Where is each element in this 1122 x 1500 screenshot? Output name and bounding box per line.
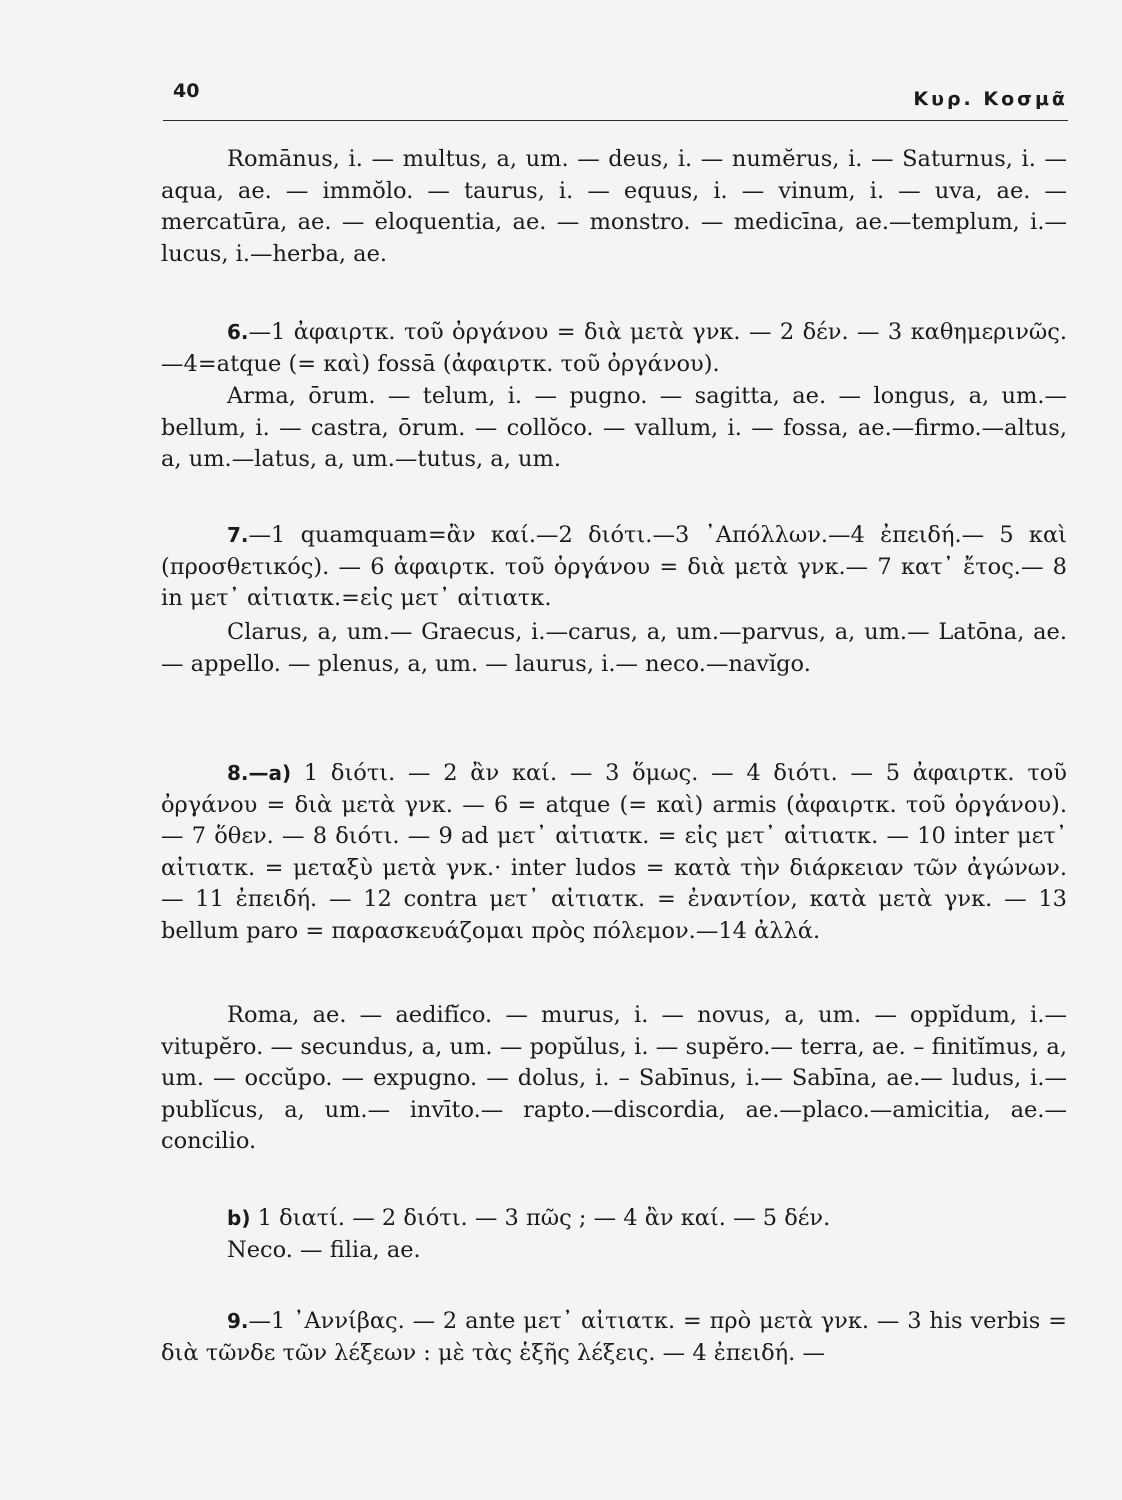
page-header bbox=[163, 76, 1068, 121]
exercise-9-notes bbox=[161, 1306, 1067, 1369]
vocabulary-list-7 bbox=[161, 617, 1067, 680]
paragraph-text: Arma, ōrum. — telum, i. — pugno. — sagitta, ae. — longus, a, um.—bellum, i. — castra, ōrum. — collŏco. — vallum, i. — fossa, ae.—firmo.—altus, a, um.—latus, a, um.—tutus, a, um. bbox=[161, 383, 1067, 473]
paragraph-text: Romānus, i. — multus, a, um. — deus, i. — numĕrus, i. — Saturnus, i. — aqua, ae. — immŏlo. — taurus, i. — equus, i. — vinum, i. — uva, ae. — mercatūra, ae. — eloquentia, ae. — monstro. — medicīna, ae.—templum, i.—lucus, i.—herba, ae. bbox=[161, 146, 1067, 267]
vocabulary-list-8a bbox=[161, 1000, 1067, 1158]
exercise-7-notes bbox=[161, 520, 1067, 615]
paragraph-text: 1 διότι. — 2 ἂν καί. — 3 ὅμως. — 4 διότι. — 5 ἀφαιρτκ. τοῦ ὀργάνου = διὰ μετὰ γνκ. — 6 = atque (= καὶ) armis (ἀφαιρτκ. τοῦ ὀργάνου). — 7 ὅθεν. — 8 διότι. — 9 ad μετ᾿ αἰτιατκ. = εἰς μετ᾿ αἰτιατκ. — 10 inter μετ᾿ αἰτιατκ. = μεταξὺ μετὰ γνκ.· inter ludos = κατὰ τὴν διάρκειαν τῶν ἀγώνων. — 11 ἐπειδή. — 12 contra μετ᾿ αἰτιατκ. = ἐναντίον, κατὰ μετὰ γνκ. — 13 bellum paro = παρασκευάζομαι πρὸς πόλεμον.—14 ἀλλά. bbox=[161, 760, 1067, 944]
paragraph-text: Clarus, a, um.— Graecus, i.—carus, a, um.—parvus, a, um.— Latōna, ae. — appello. — plenus, a, um. — laurus, i.— neco.—navĭgo. bbox=[161, 619, 1067, 677]
paragraph-text: —1 ἀφαιρτκ. τοῦ ὀργάνου = διὰ μετὰ γνκ. — 2 δέν. — 3 καθημερινῶς.—4=atque (= καὶ) fossā (ἀφαιρτκ. τοῦ ὀργάνου). bbox=[161, 319, 1067, 377]
exercise-6-notes bbox=[161, 317, 1067, 380]
paragraph-text: 1 διατί. — 2 διότι. — 3 πῶς ; — 4 ἂν καί. — 5 δέν. bbox=[257, 1205, 831, 1231]
paragraph-text: —1 quamquam=ἂν καί.—2 διότι.—3 ᾿Απόλλων.—4 ἐπειδή.— 5 καὶ (προσθετικός). — 6 ἀφαιρτκ. τοῦ ὀργάνου = διὰ μετὰ γνκ.— 7 κατ᾿ ἔτος.— 8 in μετ᾿ αἰτιατκ.=εἰς μετ᾿ αἰτιατκ. bbox=[161, 522, 1067, 612]
page-number: 40 bbox=[173, 80, 200, 102]
exercise-8b-notes bbox=[161, 1203, 1067, 1235]
exercise-number: 8. bbox=[227, 761, 249, 785]
paragraph-text: —1 ᾿Αννίβας. — 2 ante μετ᾿ αἰτιατκ. = πρὸ μετὰ γνκ. — 3 his verbis = διὰ τῶνδε τῶν λέξεων : μὲ τὰς ἑξῆς λέξεις. — 4 ἐπειδή. — bbox=[161, 1308, 1067, 1366]
vocabulary-list-8b bbox=[161, 1235, 1067, 1267]
exercise-part-label: b) bbox=[227, 1206, 251, 1230]
vocabulary-list-5 bbox=[161, 144, 1067, 270]
vocabulary-list-6 bbox=[161, 381, 1067, 476]
paragraph-text: Roma, ae. — aedifĭco. — murus, i. — novus, a, um. — oppĭdum, i.—vitupĕro. — secundus, a, um. — popŭlus, i. — supĕro.— terra, ae. – finitĭmus, a, um. — occŭpo. — expugno. — dolus, i. – Sabīnus, i.— Sabīna, ae.— ludus, i.— publĭcus, a, um.— invīto.— rapto.—discordia, ae.—placo.—amicitia, ae.—concilio. bbox=[161, 1002, 1067, 1155]
running-head: Κυρ. Κοσμᾶ bbox=[913, 88, 1068, 110]
exercise-number: 7. bbox=[227, 523, 249, 547]
paragraph-text: Neco. — filia, ae. bbox=[227, 1237, 421, 1263]
exercise-number: 6. bbox=[227, 320, 249, 344]
exercise-number: 9. bbox=[227, 1309, 249, 1333]
exercise-part-label: —a) bbox=[248, 761, 292, 785]
exercise-8a-notes bbox=[161, 758, 1067, 948]
